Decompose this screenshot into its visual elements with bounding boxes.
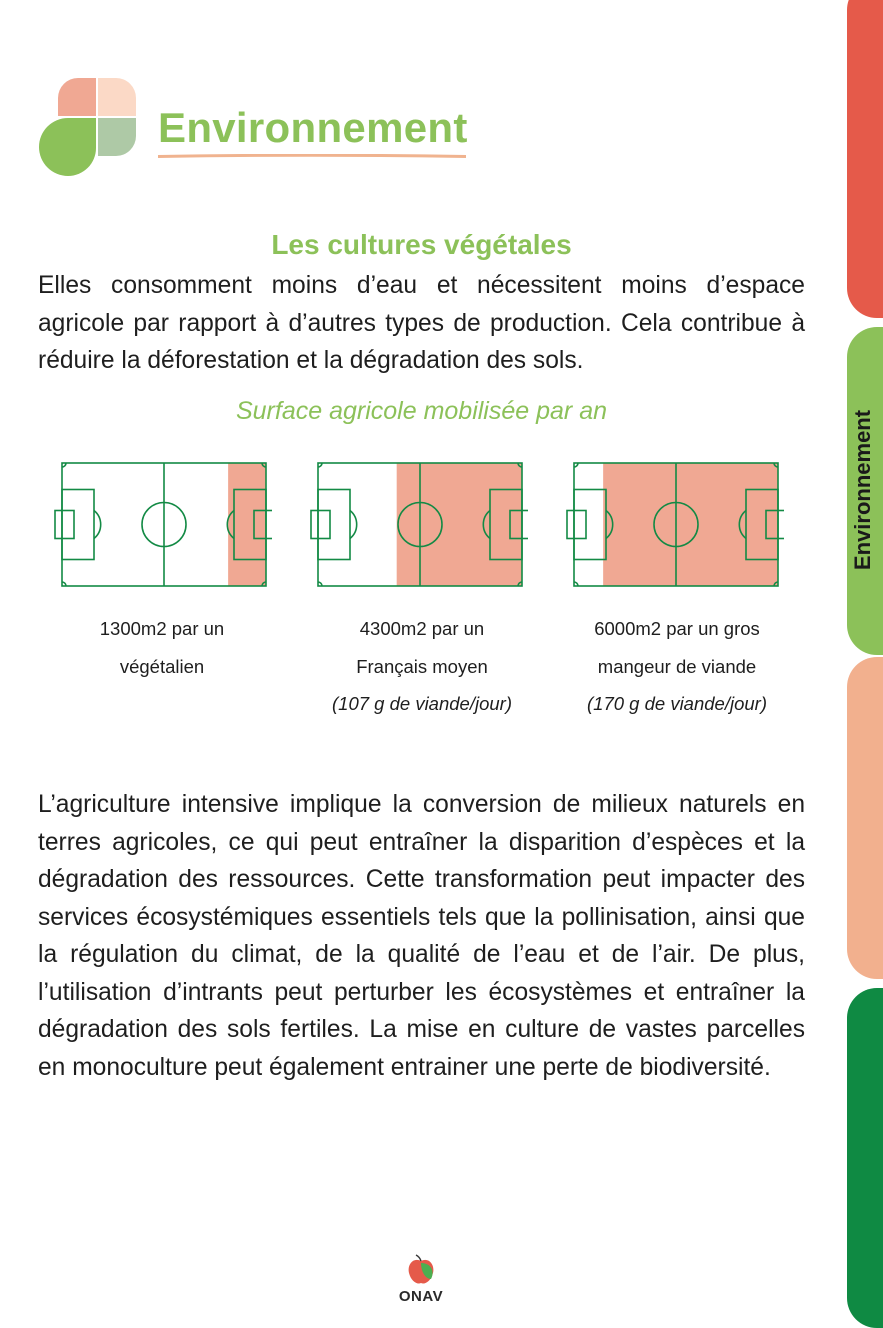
tab-label: Environnement — [850, 409, 875, 571]
pitch-penalty-arc-left — [350, 511, 357, 539]
caption-line1: 1300m2 par un — [99, 618, 225, 639]
onav-brand: ONAV — [398, 1288, 444, 1305]
field-area-bar — [603, 463, 778, 586]
pitch-goal-box-left — [311, 511, 330, 539]
pitch-goal-box-left — [55, 511, 74, 539]
field-vegan — [52, 458, 272, 590]
chart-title: Surface agricole mobilisée par an — [235, 397, 608, 425]
pitch-goal-box-left — [567, 511, 586, 539]
caption-line2: Français moyen — [356, 655, 488, 677]
field-area-bar — [397, 463, 522, 586]
section-subtitle: Les cultures végétales — [271, 229, 572, 260]
pitch-penalty-box-left — [318, 490, 350, 560]
tab-section-peach[interactable] — [847, 657, 883, 979]
title-underline — [158, 154, 466, 159]
pitch-penalty-arc-left — [94, 511, 101, 539]
caption-average-french — [302, 610, 542, 723]
caption-note: (107 g de viande/jour) — [332, 693, 512, 714]
tab-section-red[interactable] — [847, 0, 883, 318]
caption-line1: 6000m2 par un gros — [594, 618, 760, 639]
pitch-penalty-box-left — [62, 490, 94, 560]
clover-logo-icon — [36, 76, 138, 178]
footer-logo — [374, 1245, 468, 1309]
intro-paragraph: Elles consomment moins d’eau et nécessitent moins d’espace agricole par rapport à d’autres types de production. Cela contribue à réduire la déforestation et la dégradation des sols. — [38, 272, 805, 374]
pitch-penalty-box-left — [574, 490, 606, 560]
field-average-french — [308, 458, 528, 590]
onav-fruit-icon — [405, 1253, 437, 1287]
page-title: Environnement — [158, 104, 468, 151]
field-big-meat-eater — [564, 458, 784, 590]
caption-big-meat-eater — [557, 610, 797, 723]
tab-section-dark-green[interactable] — [847, 988, 883, 1328]
caption-line1: 4300m2 par un — [359, 618, 485, 639]
caption-line2: mangeur de viande — [597, 655, 757, 677]
caption-line2: végétalien — [119, 655, 205, 677]
body-paragraph: L’agriculture intensive implique la conversion de milieux naturels en terres agricoles, ce qui peut entraîner la disparition d’espèces et la dégradation des ressources. Cette transformation peut impacter des services écosystémiques essentiels tels que la pollinisation, ainsi que la régulation du climat, de la qualité de l’eau et de l’air. De plus, l’utilisation d’intrants peut perturber les écosystèmes et entraîner la dégradation des sols fertiles. La mise en culture de vastes parcelles en monoculture peut également entrainer une perte de biodiversité. — [38, 791, 805, 1081]
caption-note: (170 g de viande/jour) — [587, 693, 767, 714]
caption-vegan — [42, 610, 282, 685]
